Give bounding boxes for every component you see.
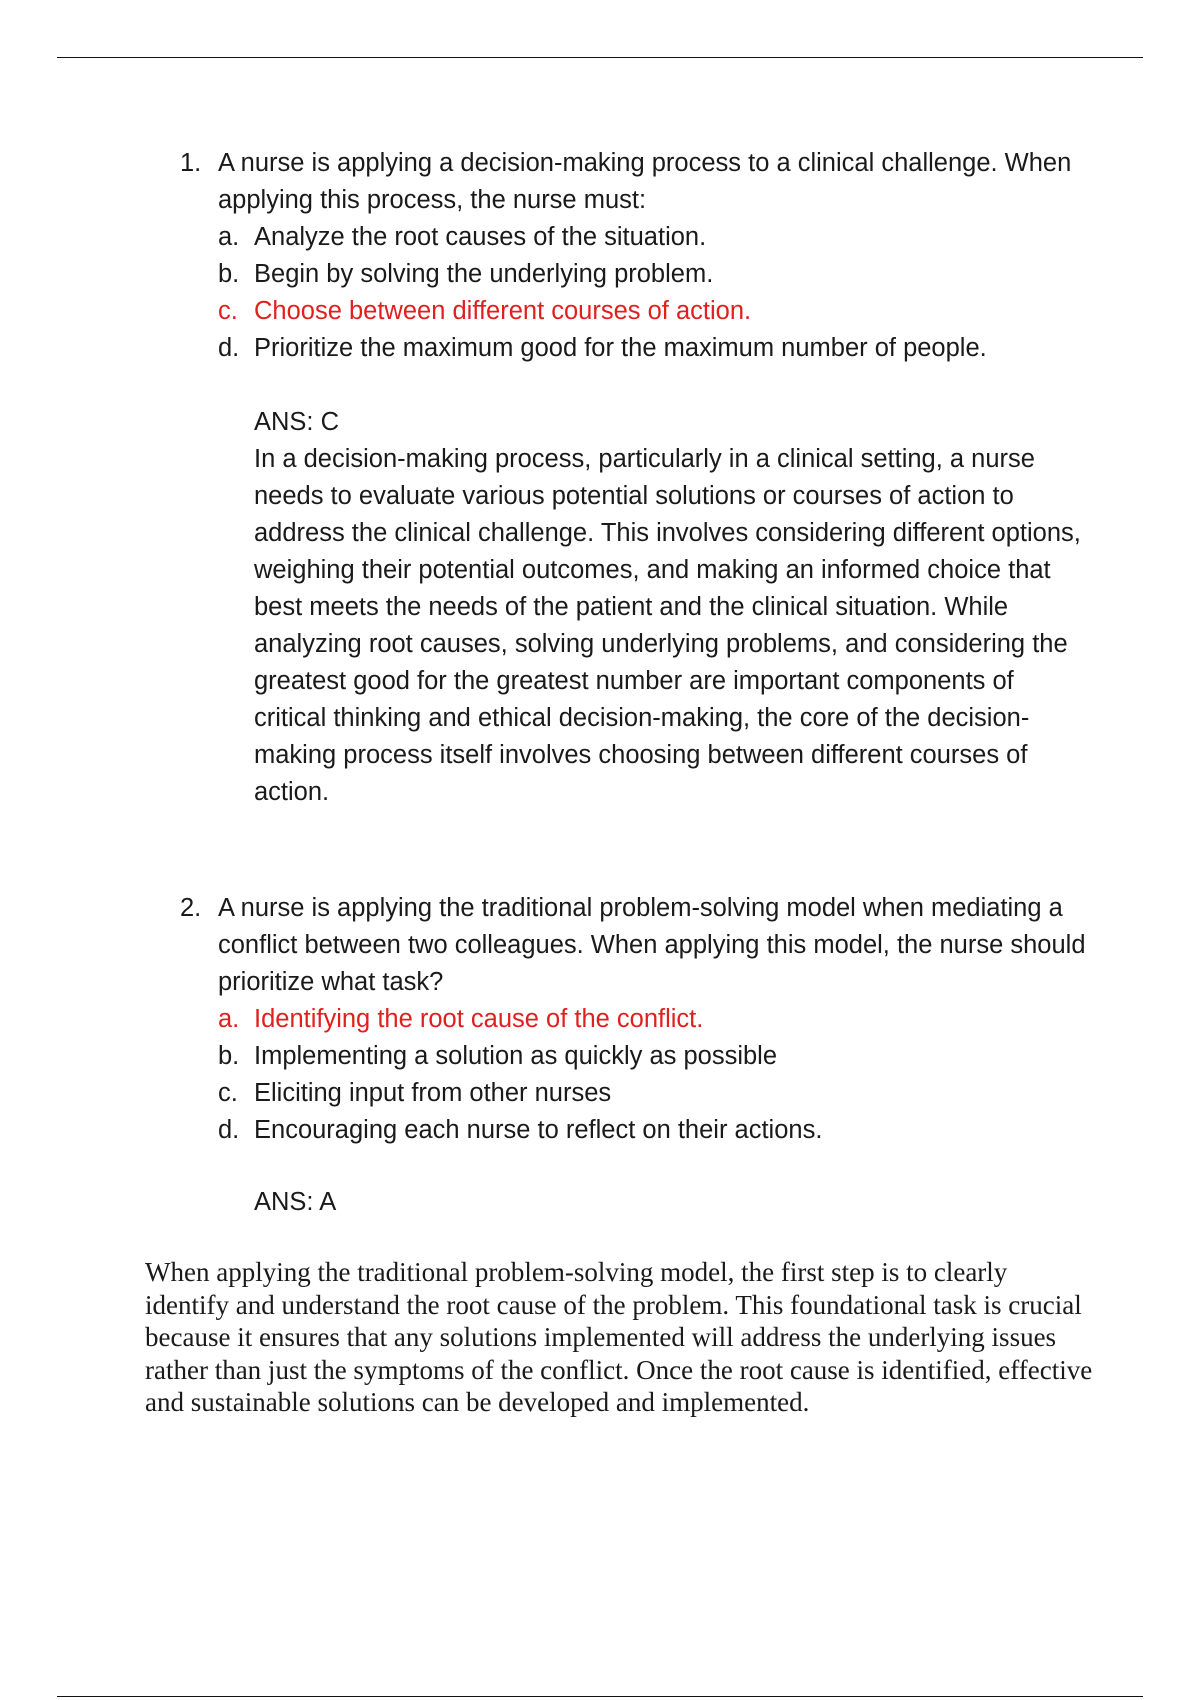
option-b: b. Implementing a solution as quickly as possible: [218, 1042, 778, 1070]
option-a: a. Analyze the root causes of the situation.: [218, 223, 707, 251]
question-stem: [180, 890, 1100, 1001]
question-stem: [180, 145, 1100, 219]
answer-label: ANS: C: [254, 408, 340, 436]
option-a-correct: a. Identifying the root cause of the conflict.: [218, 1005, 704, 1033]
option-c: c. Eliciting input from other nurses: [218, 1079, 612, 1107]
option-d: d. Encouraging each nurse to reflect on their actions.: [218, 1116, 823, 1144]
question-1: [180, 145, 1100, 811]
answer-rationale: In a decision-making process, particularly in a clinical setting, a nurse needs to evaluate various potential solutions or courses of action to address the clinical challenge. This involves considering different options, weighing their potential outcomes, and making an informed choice that best meets the needs of the patient and the clinical situation. While analyzing root causes, solving underlying problems, and considering the greatest good for the greatest number are important components of critical thinking and ethical decision-making, the core of the decision-making process itself involves choosing between different courses of action.: [254, 445, 1081, 806]
answer-label: ANS: A: [254, 1188, 337, 1216]
option-b: b. Begin by solving the underlying problem.: [218, 260, 714, 288]
option-c-correct: c. Choose between different courses of action.: [218, 297, 752, 325]
options-list: [180, 219, 1100, 367]
question-2: [180, 890, 1100, 1221]
question-number: 2.: [180, 894, 202, 922]
question-text: A nurse is applying a decision-making process to a clinical challenge. When applying this process, the nurse must:: [218, 149, 1072, 214]
top-rule: [57, 57, 1143, 58]
question-text: A nurse is applying the traditional problem-solving model when mediating a conflict between two colleagues. When applying this model, the nurse should prioritize what task?: [218, 894, 1086, 996]
options-list: [180, 1001, 1100, 1149]
option-d: d. Prioritize the maximum good for the maximum number of people.: [218, 334, 987, 362]
bottom-rule: [57, 1696, 1143, 1697]
answer-rationale-2: When applying the traditional problem-solving model, the first step is to clearly identify and understand the root cause of the problem. This foundational task is crucial because it ensures that any solutions implemented will address the underlying issues rather than just the symptoms of the conflict. Once the root cause is identified, effective and sustainable solutions can be developed and implemented.: [145, 1257, 1093, 1417]
question-number: 1.: [180, 149, 202, 177]
